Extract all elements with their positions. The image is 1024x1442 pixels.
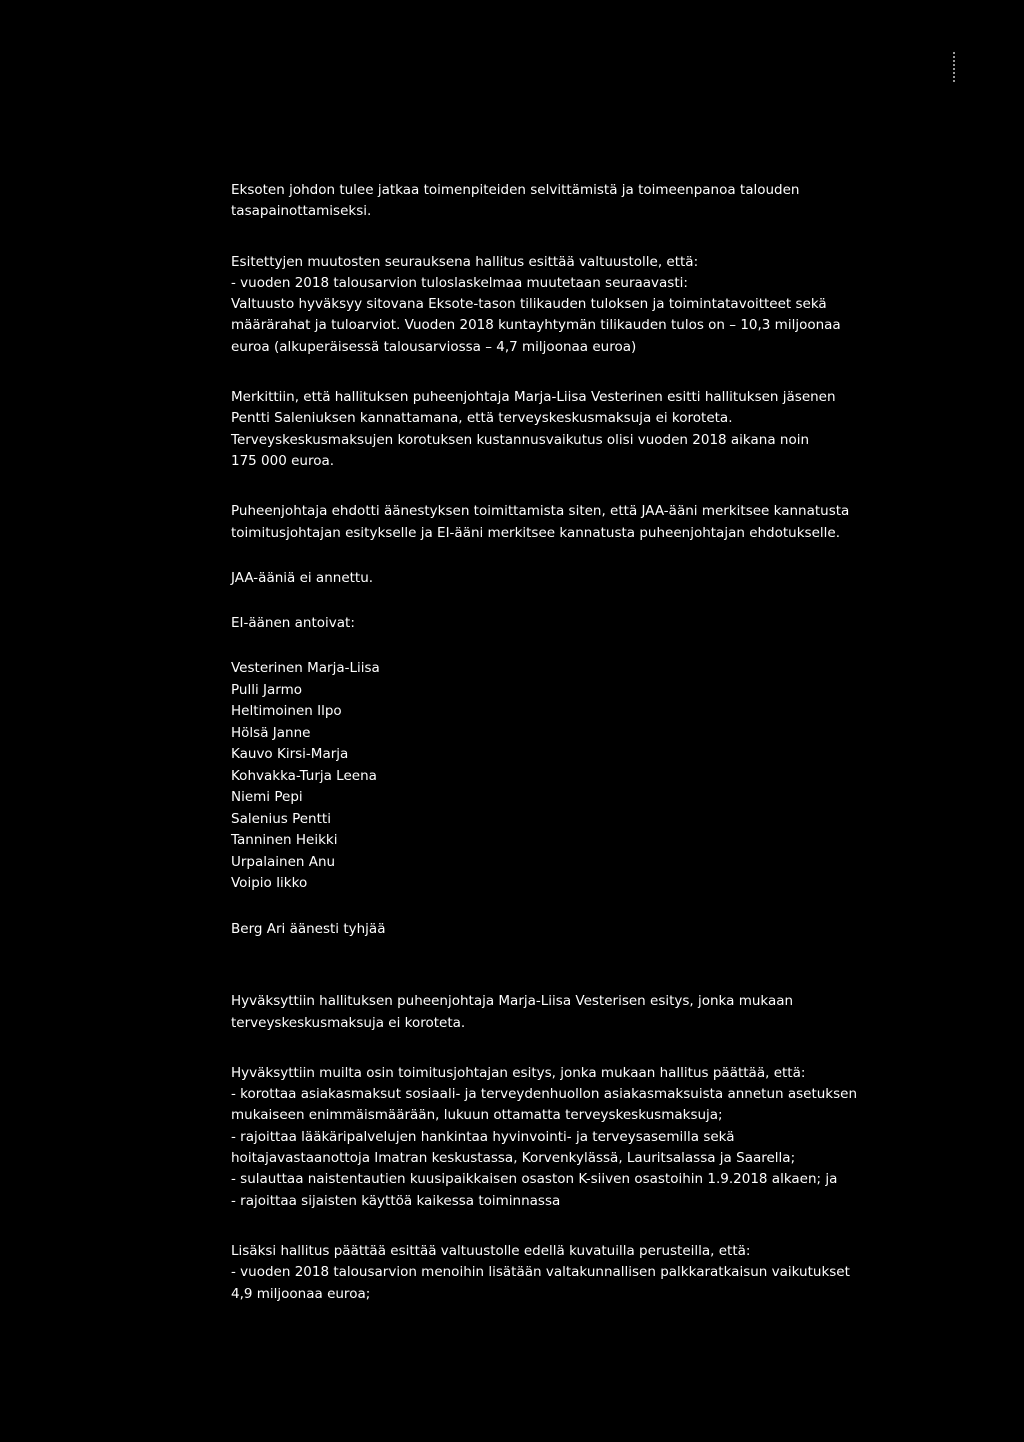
- text-line: - korottaa asiakasmaksut sosiaali- ja terveydenhuollon asiakasmaksuista annetun asetuksen: [231, 1086, 858, 1103]
- list-item: Hölsä Janne: [231, 724, 311, 741]
- text-line: Eksoten johdon tulee jatkaa toimenpiteiden selvittämistä ja toimeenpanoa talouden: [231, 182, 800, 198]
- further-proposal-paragraph: [231, 1241, 851, 1305]
- text-line: Pentti Saleniuksen kannattamana, että terveyskeskusmaksuja ei koroteta.: [231, 410, 733, 427]
- list-item: Kohvakka-Turja Leena: [231, 767, 377, 784]
- vote-procedure-paragraph: [231, 501, 851, 544]
- text-line: 175 000 euroa.: [231, 452, 335, 469]
- text-line: Hyväksyttiin hallituksen puheenjohtaja Marja-Liisa Vesterisen esitys, jonka mukaan: [231, 993, 794, 1010]
- text-line: Merkittiin, että hallituksen puheenjohtaja Marja-Liisa Vesterinen esitti hallituksen jäsenen: [231, 389, 836, 406]
- approved-ceo-paragraph: [231, 1063, 858, 1212]
- text-line: - sulauttaa naistentautien kuusipaikkaisen osaston K-siiven osastoihin 1.9.2018 alkaen; ja: [231, 1171, 838, 1188]
- list-item: Niemi Pepi: [231, 789, 303, 806]
- text-line: Esitettyjen muutosten seurauksena hallitus esittää valtuustolle, että:: [231, 253, 699, 270]
- list-item: Vesterinen Marja-Liisa: [231, 660, 380, 677]
- list-item: Voipio Iikko: [231, 875, 308, 892]
- text-line: EI-äänen antoivat:: [231, 615, 355, 632]
- document-body: [231, 180, 858, 1305]
- list-item: Kauvo Kirsi-Marja: [231, 746, 349, 763]
- list-item: Urpalainen Anu: [231, 853, 336, 870]
- text-line: - rajoittaa lääkäripalvelujen hankintaa hyvinvointi- ja terveysasemilla sekä: [231, 1128, 735, 1145]
- noted-paragraph: [231, 387, 851, 472]
- no-votes-heading: [231, 613, 851, 634]
- text-line: - vuoden 2018 talousarvion tuloslaskelmaa muutetaan seuraavasti:: [231, 274, 688, 291]
- list-item: Pulli Jarmo: [231, 681, 302, 698]
- list-item: Heltimoinen Ilpo: [231, 703, 342, 720]
- text-line: Terveyskeskusmaksujen korotuksen kustannusvaikutus olisi vuoden 2018 aikana noin: [231, 431, 810, 448]
- text-line: Berg Ari äänesti tyhjää: [231, 920, 386, 937]
- text-line: Valtuusto hyväksyy sitovana Eksote-tason tilikauden tuloksen ja toimintatavoitteet sekä: [231, 296, 827, 313]
- yes-votes-line: [231, 568, 851, 589]
- scan-edge-mark: [953, 52, 955, 84]
- text-line: mukaiseen enimmäismäärään, lukuun ottamatta terveyskeskusmaksuja;: [231, 1107, 723, 1124]
- text-line: - rajoittaa sijaisten käyttöä kaikessa toiminnassa: [231, 1192, 561, 1209]
- proposal-paragraph: [231, 252, 851, 358]
- text-line: JAA-ääniä ei annettu.: [231, 569, 374, 586]
- text-line: terveyskeskusmaksuja ei koroteta.: [231, 1014, 466, 1031]
- intro-paragraph: [231, 180, 851, 223]
- approved-chair-paragraph: [231, 991, 851, 1034]
- no-voters-list: [231, 658, 851, 895]
- text-line: Puheenjohtaja ehdotti äänestyksen toimittamista siten, että JAA-ääni merkitsee kannatusta: [231, 503, 850, 520]
- text-line: toimitusjohtajan esitykselle ja EI-ääni merkitsee kannatusta puheenjohtajan ehdotukselle.: [231, 524, 840, 541]
- blank-vote-line: [231, 919, 851, 940]
- text-line: Hyväksyttiin muilta osin toimitusjohtajan esitys, jonka mukaan hallitus päättää, että:: [231, 1064, 806, 1081]
- list-item: Salenius Pentti: [231, 810, 331, 827]
- text-line: tasapainottamiseksi.: [231, 203, 372, 220]
- text-line: 4,9 miljoonaa euroa;: [231, 1285, 371, 1302]
- text-line: määrärahat ja tuloarviot. Vuoden 2018 kuntayhtymän tilikauden tulos on – 10,3 miljoonaa: [231, 317, 841, 334]
- text-line: euroa (alkuperäisessä talousarviossa – 4,7 miljoonaa euroa): [231, 338, 637, 355]
- text-line: - vuoden 2018 talousarvion menoihin lisätään valtakunnallisen palkkaratkaisun vaikutukset: [231, 1264, 850, 1281]
- text-line: Lisäksi hallitus päättää esittää valtuustolle edellä kuvatuilla perusteilla, että:: [231, 1242, 751, 1259]
- text-line: hoitajavastaanottoja Imatran keskustassa, Korvenkylässä, Lauritsalassa ja Saarella;: [231, 1150, 796, 1167]
- list-item: Tanninen Heikki: [231, 832, 338, 849]
